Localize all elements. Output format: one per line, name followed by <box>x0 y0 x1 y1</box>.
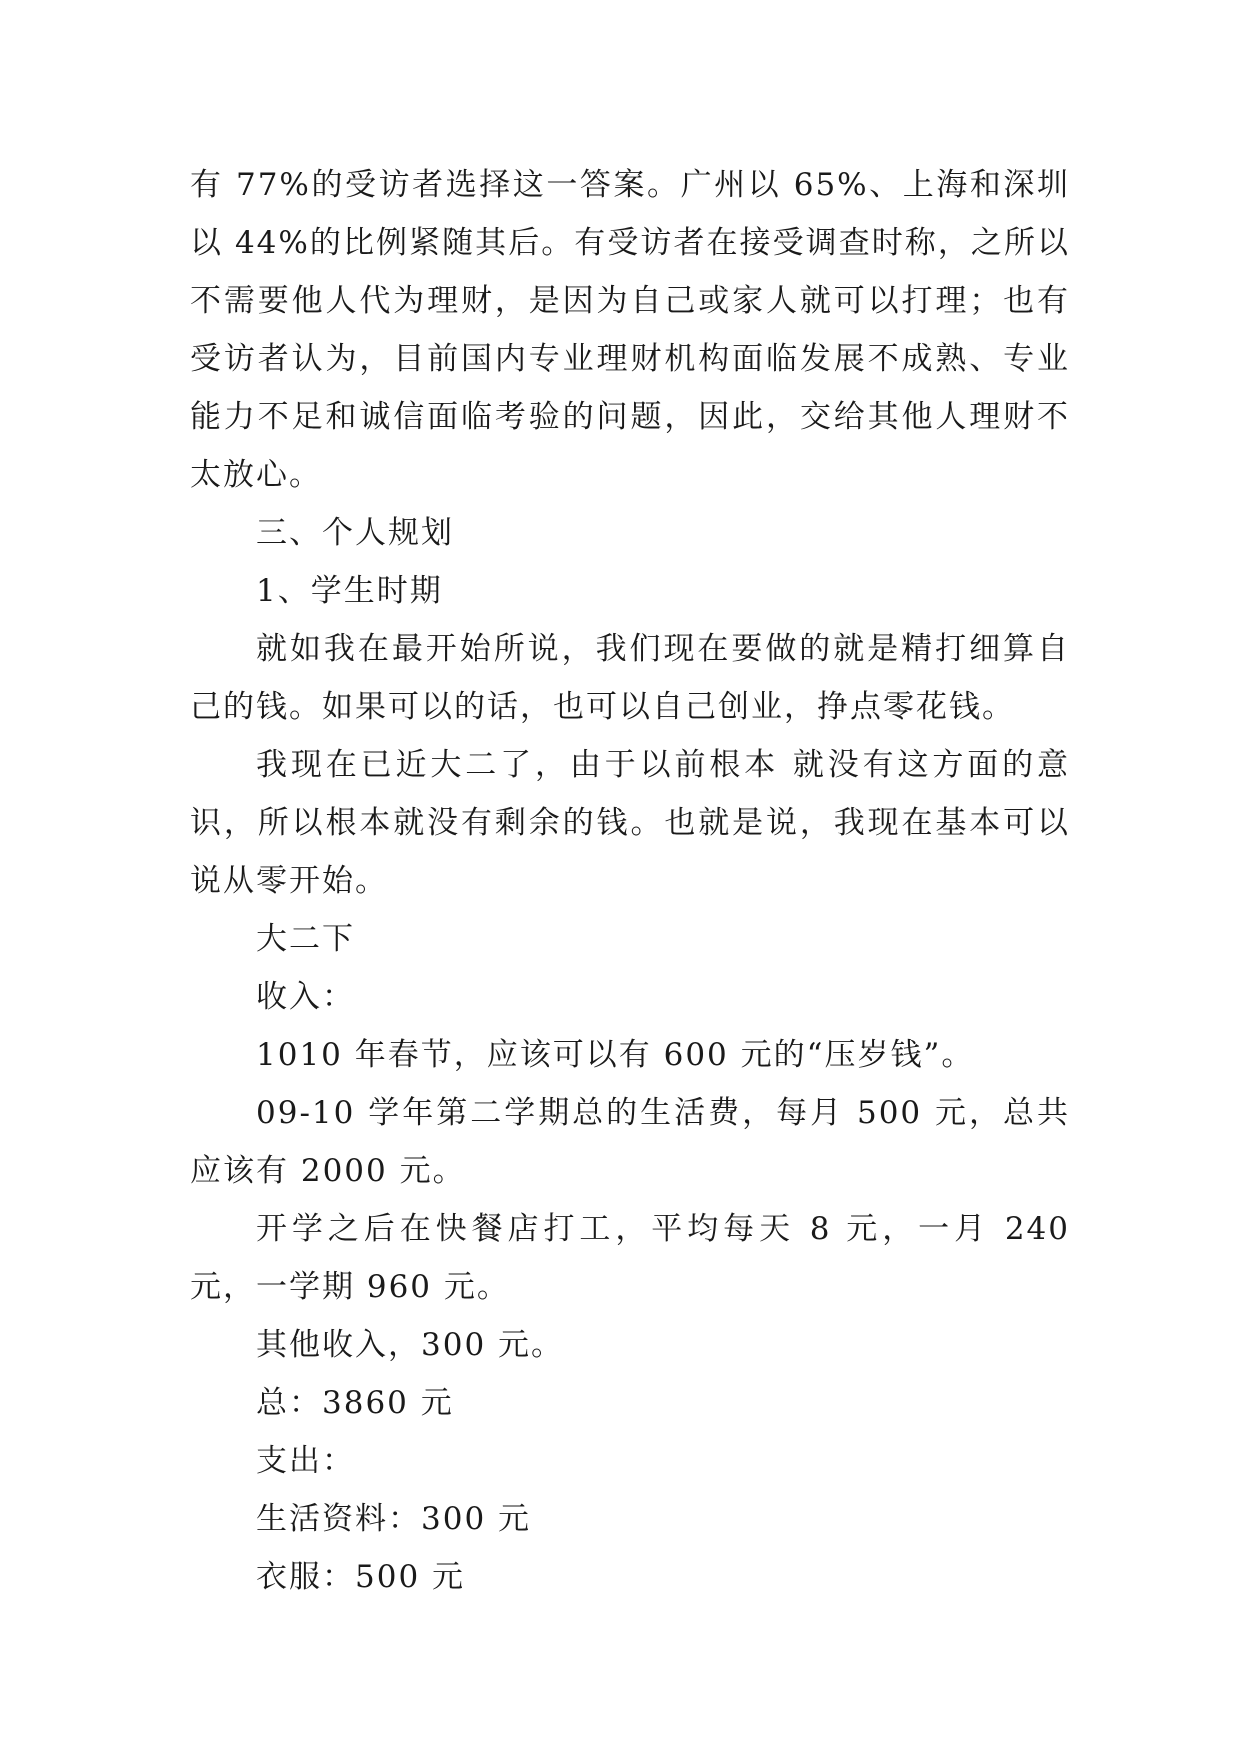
income-item-spring-festival: 1010 年春节，应该可以有 600 元的“压岁钱”。 <box>256 1037 975 1073</box>
paragraph-survey-results: 有 77%的受访者选择这一答案。广州以 65%、上海和深圳以 44%的比例紧随其后。有受访者在接受调查时称，之所以不需要他人代为理财，是因为自己或家人就可以打理；也有受访者认为，目前国内专业理财机构面临发展不成熟、专业能力不足和诚信面临考验的问题，因此，交给其他人理财不太放心。 <box>190 167 1070 493</box>
section-heading-personal-plan: 三、个人规划 <box>256 515 454 551</box>
paragraph-budget-intro: 就如我在最开始所说，我们现在要做的就是精打细算自己的钱。如果可以的话，也可以自己创业，挣点零花钱。 <box>190 631 1070 725</box>
document-body <box>190 156 1070 1606</box>
expense-heading: 支出： <box>256 1443 355 1479</box>
expense-item-living-supplies: 生活资料：300 元 <box>256 1501 532 1537</box>
subsection-heading-student-period: 1、学生时期 <box>256 573 443 609</box>
income-item-living-allowance: 09-10 学年第二学期总的生活费，每月 500 元，总共应该有 2000 元。 <box>190 1095 1070 1189</box>
paragraph-current-status: 我现在已近大二了，由于以前根本 就没有这方面的意识，所以根本就没有剩余的钱。也就是说，我现在基本可以说从零开始。 <box>190 747 1070 899</box>
income-item-part-time-job: 开学之后在快餐店打工，平均每天 8 元，一月 240 元，一学期 960 元。 <box>190 1211 1070 1305</box>
income-total: 总：3860 元 <box>256 1385 454 1421</box>
term-heading: 大二下 <box>256 921 355 957</box>
expense-item-clothing: 衣服：500 元 <box>256 1559 466 1595</box>
income-item-other: 其他收入，300 元。 <box>256 1327 565 1363</box>
income-heading: 收入： <box>256 979 355 1015</box>
